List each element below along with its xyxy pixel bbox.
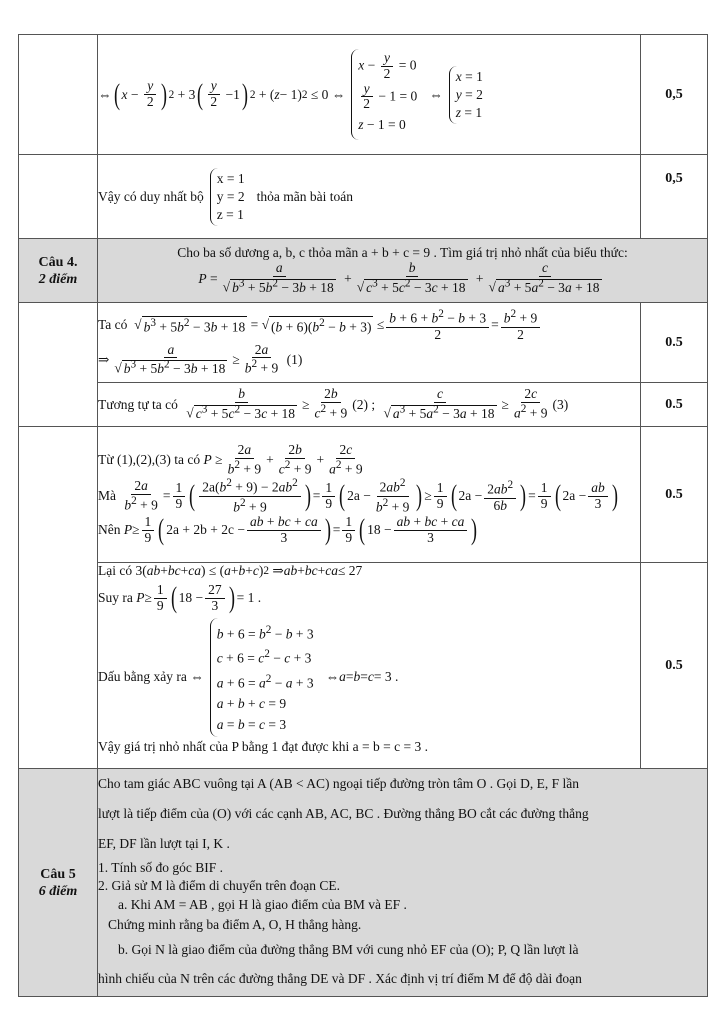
ma-text: Mà (98, 488, 116, 504)
score-r6: 0.5 (641, 563, 708, 769)
row-estimate-1: Ta có √ $b^3 + 5b^2 - 3b + 18$ = √ $(b + 6)(b^2 - b + 3)$ ≤ $\frac{b + 6 + b^2 - b + 3}{2}$ = $\frac{b^2 + 9}{2}$ ⇒ $\frac{a}{√ b^3 + 5b^2 - 3b + 18}$ ≥ $\frac{2a}{b^2 + 9}$ (1) 0.5 (19, 303, 708, 383)
row-conclusion (19, 155, 708, 239)
suy-ra-text: Suy ra (98, 590, 133, 606)
row-question-4 (19, 239, 708, 303)
nen-text: Nên (98, 522, 121, 538)
row-equality: Lại có 3( ab + bc + ca ) ≤ ( a + b + c ) 2 ⇒ ab + bc + ca ≤ 27 Suy ra P ≥ $\frac{1}{9}$ ( 18 − $\frac{27}{3}$ ) = 1 . Dấu bằng xảy ra ⇔ $b + 6 = b^2 - b + 3$ $c + 6 = c^2 - c + 3$ $a + 6 = a^2 - a + 3$ a + b + c = 9 a = b = c = 3 ⇔ a = b = c = 3 . Vậy giá trị nhỏ nhất của P bằng 1 đạt được khi a = b = c = 3 . 0.5 (19, 563, 708, 769)
tuong-tu-text: Tương tự ta có (98, 396, 178, 412)
solution-table (18, 34, 708, 997)
final-answer: Vậy giá trị nhỏ nhất của P bằng 1 đạt được khi a = b = c = 3 . (98, 739, 428, 755)
row-estimate-2-3: Tương tự ta có $\frac{b}{√ c^3 + 5c^2 - 3c + 18}$ ≥ $\frac{2b}{c^2 + 9}$ (2) ; $\frac{c}{√ a^3 + 5a^2 - 3a + 18}$ ≥ $\frac{2c}{a^2 + 9}$ (3) 0.5 (19, 383, 708, 427)
conclusion-prefix: Vậy có duy nhất bộ (98, 188, 204, 204)
q5-statement: Cho tam giác ABC vuông tại A (AB < AC) ngoại tiếp đường tròn tâm O . Gọi D, E, F lần lượt là tiếp điểm của (O) với các cạnh AB, AC, BC . Đường thẳng BO cắt các đường thẳng EF, DF lần lượt tại I, K . 1. Tính số đo góc BIF . 2. Giả sử M là điểm di chuyển trên đoạn CE. a. Khi AM = AB , gọi H là giao điểm của BM và EF . Chứng minh rằng ba điểm A, O, H thẳng hàng. b. Gọi N là giao điểm của đường thẳng BM với cung nhỏ EF của (O); P, Q lần lượt là hình chiếu của N trên các đường thẳng DE và DF . Xác định vị trí điểm M để độ dài đoạn (98, 769, 708, 997)
score-r4: 0.5 (641, 383, 708, 427)
dau-bang-text: Dấu bằng xảy ra (98, 669, 187, 685)
lai-co-text: Lại có (98, 563, 133, 578)
score-r1: 0,5 (641, 35, 708, 155)
q5-label: Câu 5 (40, 866, 76, 882)
q5-points: 6 điểm (38, 883, 78, 899)
score-r5: 0.5 (641, 427, 708, 563)
ta-co-text: Ta có (98, 317, 128, 333)
conclusion-suffix: thỏa mãn bài toán (256, 188, 353, 204)
row-question-5 (19, 769, 708, 997)
q4-statement: Cho ba số dương a, b, c thỏa mãn a + b + c = 9 . Tìm giá trị nhỏ nhất của biểu thức: (177, 245, 628, 261)
q4-expression: P = $\frac{a}{√ b^3 + 5b^2 - 3b + 18}$ + $\frac{b}{√ c^3 + 5c^2 - 3c + 18}$ + $\frac{c}{√ a^3 + 5a^2 - 3a + 18}$ (198, 260, 600, 295)
q4-points: 2 điểm (38, 271, 78, 287)
q4-label: Câu 4. (38, 254, 78, 270)
score-r3: 0.5 (641, 303, 708, 383)
score-r2: 0,5 (641, 155, 708, 239)
row-combine: Từ (1),(2),(3) ta có P ≥ $\frac{2a}{b^2 + 9}$ + $\frac{2b}{c^2 + 9}$ + $\frac{2c}{a^2 + 9}$ Mà $\frac{2a}{b^2 + 9}$ = $\frac{1}{9}$ ( $\frac{2a(b^2 + 9) - 2ab^2}{b^2 + 9}$ ) = $\frac{1}{9}$ ( 2a − $\frac{2ab^2}{b^2 + 9}$ ) ≥ $\frac{1}{9}$ ( 2a − $\frac{2ab^2}{6b}$ ) = $\frac{1}{9}$ ( 2a − $\frac{ab}{3}$ ) Nên P ≥ $\frac{1}{9}$ ( 2a + 2b + 2c − $\frac{ab + bc + ca}{3}$ ) = $\frac{1}{9}$ ( 18 − $\frac{ab + bc + ca}{3}$ ) 0.5 (19, 427, 708, 563)
step-cell (98, 35, 641, 155)
step-equation: ⇔ ( x − $\frac{y}{2}$ ) 2 + 3 ( $\frac{y}{2}$ −1 ) 2 + ( z − 1) 2 ≤ 0 ⇔ x − $\frac{y}{2}$ = 0 $\frac{y}{2}$ − 1 = 0 z − 1 = 0 ⇔ x = 1 y = 2 z = 1 (98, 49, 640, 140)
tu-text: Từ (1),(2),(3) ta có (98, 452, 201, 468)
row-step-system (19, 35, 708, 155)
solution-system: x = 1 y = 2 z = 1 (210, 168, 251, 226)
